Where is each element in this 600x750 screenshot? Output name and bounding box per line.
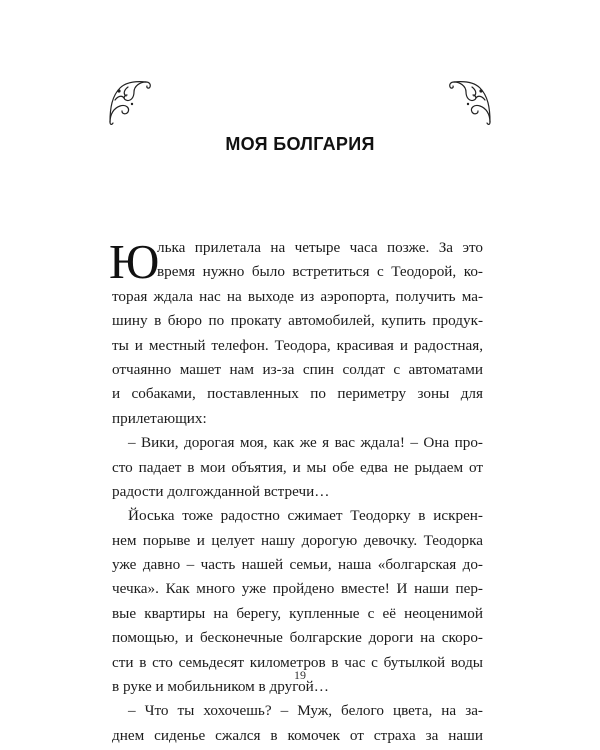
drop-cap: Ю <box>109 234 160 289</box>
text-line: в руке и мобильником в другой… <box>112 678 329 696</box>
text-line: нем порыве и целует нашу дорогую девочку. Теодорка <box>112 531 483 549</box>
text-line: шину в бюро по прокату автомобилей, купить продук- <box>112 312 483 330</box>
text-line: лька прилетала на четыре часа позже. За это <box>157 239 483 256</box>
corner-flourish-icon <box>106 78 154 126</box>
text-line: радости долгожданной встречи… <box>112 482 330 500</box>
text-line: ты и местный телефон. Теодора, красивая и радостная, <box>112 336 483 354</box>
corner-flourish-icon <box>446 78 494 126</box>
text-line: – Вики, дорогая моя, как же я вас ждала! – Она про- <box>128 434 483 452</box>
text-line: и собаками, поставленных по периметру зоны для <box>112 385 483 403</box>
text-line: – Что ты хохочешь? – Муж, белого цвета, на за- <box>128 702 483 720</box>
text-line: помощью, и бесконечные болгарские дороги на скоро- <box>112 629 483 647</box>
text-line: чечка». Как много уже пройдено вместе! И наши пер- <box>112 580 483 598</box>
text-line: сто падает в мои объятия, и мы обе едва не рыдаем от <box>112 458 483 476</box>
text-line: уже давно – часть нашей семьи, наша «болгарская до- <box>112 556 483 574</box>
text-line: вые квартиры на берегу, купленные с её неоценимой <box>112 604 483 622</box>
text-line: Йоська тоже радостно сжимает Теодорку в искрен- <box>128 507 483 525</box>
text-line: время нужно было встретиться с Теодорой, ко- <box>157 263 483 281</box>
text-line: отчаянно машет нам из-за спин солдат с автоматами <box>112 360 483 378</box>
text-line: сти в сто семьдесят километров в час с бутылкой воды <box>112 653 483 671</box>
text-line: прилетающих: <box>112 409 207 427</box>
text-line: днем сиденье сжался в комочек от страха за наши <box>112 726 483 744</box>
text-line: торая ждала нас на выходе из аэропорта, получить ма- <box>112 287 483 305</box>
page-number: 19 <box>294 668 306 682</box>
chapter-title: МОЯ БОЛГАРИЯ <box>225 134 375 154</box>
